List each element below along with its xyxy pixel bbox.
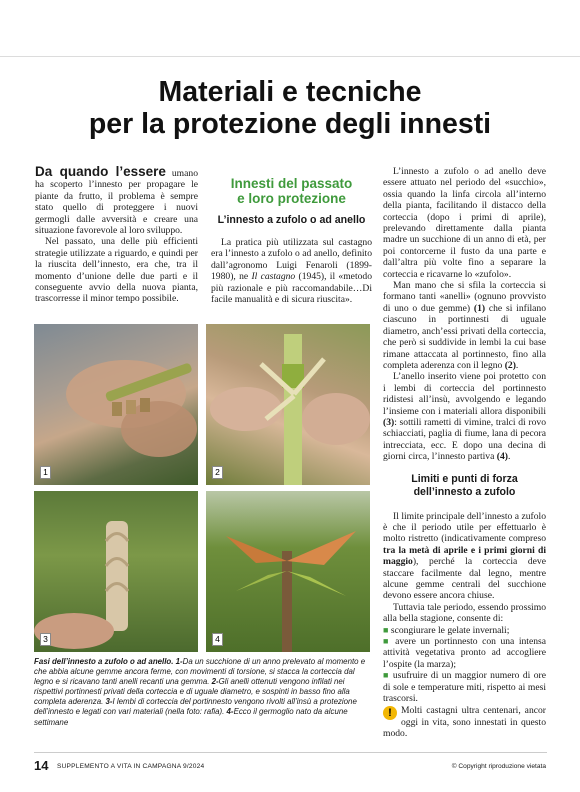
intro-paragraph: [35, 166, 198, 236]
bullet-square-icon: ■: [383, 624, 389, 635]
subheading-line-1: Limiti e punti di forza: [411, 472, 518, 485]
list-item-text: scongiurare le gelate invernali;: [390, 624, 510, 636]
text-run: Man mano che si sfila la corteccia si formano tanti «anelli» (ognuno provvisto di uno o due gemme): [383, 280, 546, 314]
photo-2-illustration: [206, 324, 370, 485]
caption-text: I lembi di corteccia del portinnesto vengono rivolti all’insù a protezione dell’innesto e legati con vari materiali (nella foto: rafia).: [34, 697, 357, 717]
column-3: [383, 166, 546, 740]
text-run: .: [515, 359, 519, 371]
column-1: [35, 166, 198, 305]
caption-number: 2-: [211, 677, 219, 687]
photo-1-illustration: [34, 324, 198, 485]
copyright-notice: © Copyright riproduzione vietata: [451, 763, 546, 770]
photo-3-illustration: [34, 491, 198, 652]
top-margin-band: [0, 0, 580, 57]
magazine-name: SUPPLEMENTO A VITA IN CAMPAGNA 9/2024: [57, 763, 205, 770]
subheading: L’innesto a zufolo o ad anello: [217, 214, 366, 226]
caption-text: Gli anelli ottenuti vengono infilati nei rispettivi portinnesti privati della corteccia e di uguale diametro, e sospinti in basso fino alla completa aderenza.: [34, 677, 350, 707]
note-text: Molti castagni ultra centenari, ancor oggi in vita, sono innestati in questo modo.: [383, 705, 546, 740]
title-line-2: per la protezione degli innesti: [88, 108, 492, 140]
caption-title: Fasi dell’innesto a zufolo o ad anello.: [34, 657, 174, 666]
figure-ref: (2): [504, 359, 516, 371]
caption-number: 4-: [226, 707, 234, 717]
column-2: [211, 176, 372, 305]
text-run: .: [507, 451, 511, 463]
photo-number: 3: [40, 633, 51, 646]
list-item-text: avere un portinnesto con una intensa attività vegetativa pronto ad accogliere l’ospite (la marza);: [383, 636, 546, 670]
lead-in: Da quando l’essere: [35, 164, 166, 179]
subheading-line-2: dell’innesto a zufolo: [413, 485, 516, 498]
figure-ref: (1): [473, 302, 486, 314]
caption-number: 3-: [105, 697, 113, 707]
note: [383, 705, 546, 739]
warning-icon: !: [383, 706, 397, 720]
photo-number: 1: [40, 466, 51, 479]
photo-number: 2: [212, 466, 223, 479]
section-heading-line-2: e loro protezione: [237, 191, 346, 206]
caption-number: 1-: [173, 657, 183, 666]
list-item-text: usufruire di un maggior numero di ore di sole e temperature miti, rispetto ai mesi trascorsi.: [383, 670, 547, 705]
text-run: che si infilano ciascuno in portinnesti di uguale diametro, anch’essi privati della corteccia, che però si suddivide in lembi la cui base rimane attaccata al portinnesto, fino alla completa aderenza con il legno: [383, 302, 546, 371]
list-item: [383, 670, 546, 704]
photo-1-hands-holding-rings: [34, 324, 198, 485]
text-run: (1945), il «metodo più razionale e più raccomandabile…Di facile manualità e di sicura riuscita».: [211, 271, 372, 306]
photo-4-new-shoot: [206, 491, 370, 652]
subheading: [383, 473, 546, 499]
paragraph: Tuttavia tale periodo, essendo prossimo alla bella stagione, consente di:: [383, 601, 546, 625]
caption-text: Da un succhione di un anno prelevato al momento e che abbia alcune gemme ancora ferme, con movimenti di torsione, si stacca la corteccia dal legno e si ricavano tanti anelli recanti una gemma.: [34, 657, 366, 687]
text-run: La pratica più utilizzata sul castagno era l’innesto a zufolo o ad anello, definito dall’agronomo Luigi Fenaroli (1899-1980), ne: [211, 237, 372, 283]
title-line-1: Materiali e tecniche: [158, 76, 422, 108]
text-run: ), perché la corteccia deve staccare facilmente dal legno, mentre alcune gemme centrali del succhione devono essere ancora chiuse.: [383, 556, 546, 602]
page-title: [0, 76, 580, 140]
paragraph: [383, 511, 546, 602]
intro-text: umano ha scoperto l’innesto per propagare le piante da frutto, il problema è sempre stato quello di proteggere i nuovi germogli dalle avversità e creare una situazione favorevole al loro sviluppo.: [35, 168, 198, 237]
list-item: [383, 636, 546, 670]
figure-ref: (3): [383, 416, 395, 428]
text-run: Il limite principale dell’innesto a zufolo è che il periodo utile per effettuarlo è molto ristretto (indicativamente compreso: [383, 510, 546, 545]
paragraph: [383, 280, 546, 371]
photo-4-illustration: [206, 491, 370, 652]
page-number: 14: [34, 758, 49, 773]
text-run: : sottili rametti di vimine, tralci di rovo schiacciati, paglia di fiume, lana di pecora intrecciata, ecc. E dopo una decina di giorni circa, l’innesto partiva: [383, 416, 546, 463]
section-heading-line-1: Innesti del passato: [230, 176, 353, 191]
section-heading: [211, 176, 372, 206]
paragraph: L’innesto a zufolo o ad anello deve essere attuato nel periodo del «succhio», ossia quando la linfa circola all’interno della pianta, facilitando il distacco della corteccia (dopo i primi di aprile), prelevando direttamente dalla pianta madre un succhione di un anno di età, per poi contorcerne il fusto da una parte e dall’altra più volte fino a separare la corteccia e ricavarne lo «zufolo».: [383, 166, 546, 280]
paragraph: [383, 371, 546, 462]
photo-number: 4: [212, 633, 223, 646]
photo-2-ring-on-rootstock: [206, 324, 370, 485]
paragraph: Nel passato, una delle più efficienti strategie utilizzate a riguardo, e quindi per la riuscita dell’innesto, era che, tra il momento d’unione delle due parti e il conseguente avvio della nuova pianta, trascorresse il minor tempo possibile.: [35, 236, 198, 305]
figure-ref: (4): [496, 451, 508, 463]
caption-text: Ecco il germoglio nato da alcune settimane: [34, 707, 348, 727]
photo-3-bark-flaps-tied: [34, 491, 198, 652]
book-title: Il castagno: [251, 271, 296, 283]
list-item: [383, 625, 546, 636]
photo-caption: [34, 657, 372, 728]
bold-text: tra la metà di aprile e i primi giorni di maggio: [383, 544, 546, 568]
bullet-square-icon: ■: [383, 636, 391, 647]
paragraph: [211, 237, 372, 305]
footer-divider: [34, 752, 547, 753]
bullet-square-icon: ■: [383, 670, 390, 681]
text-run: L’anello inserito viene poi protetto con i lembi di corteccia del portinnesto ridistesi all’insù, avvolgendo e legando l’insieme con i materiali allora disponibili: [383, 371, 546, 417]
